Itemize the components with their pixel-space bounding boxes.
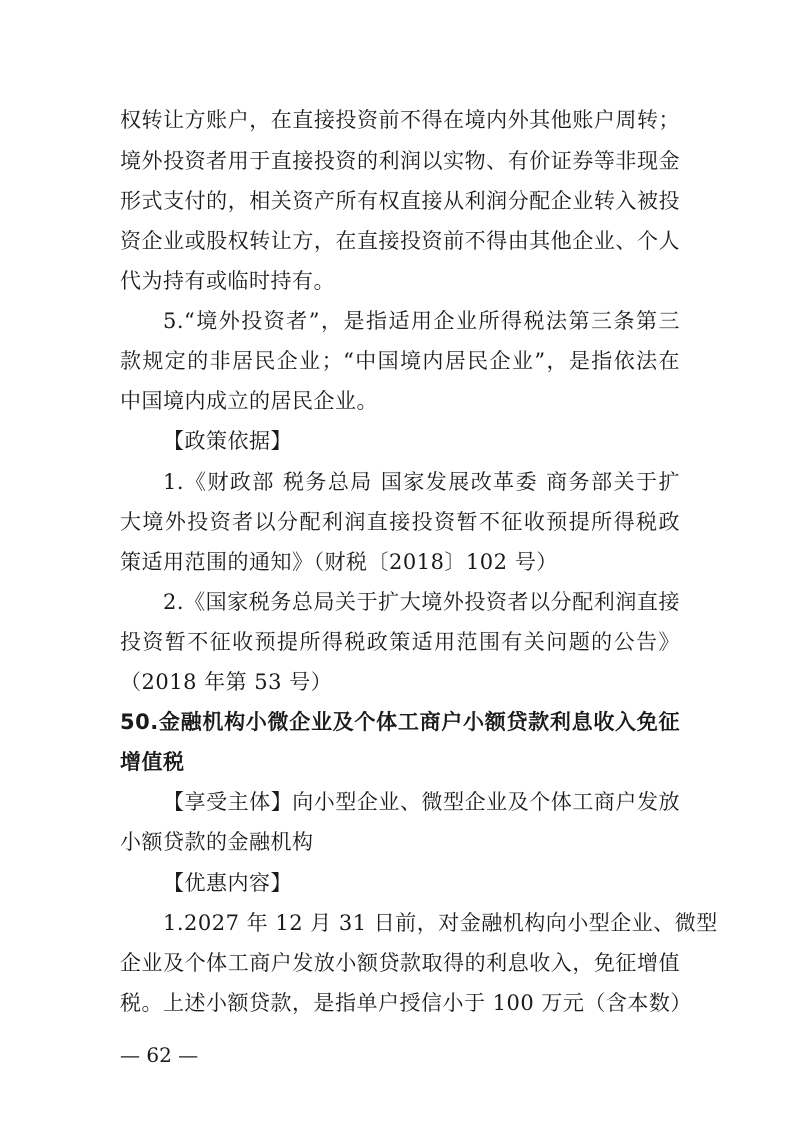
body-line: 资企业或股权转让方，在直接投资前不得由其他企业、个人 [120,229,680,253]
body-line: 2.《国家税务总局关于扩大境外投资者以分配利润直接 [163,590,680,614]
section-heading: 增值税 [120,750,185,774]
body-line: 1.2027 年 12 月 31 日前，对金融机构向小型企业、微型 [163,911,718,935]
body-line: 5.“境外投资者”，是指适用企业所得税法第三条第三 [163,309,680,333]
body-line: 权转让方账户，在直接投资前不得在境内外其他账户周转； [120,108,680,132]
body-line: 策适用范围的通知》（财税〔2018〕102 号） [120,550,558,574]
body-line: 大境外投资者以分配利润直接投资暂不征收预提所得税政 [120,510,680,534]
body-line: 形式支付的，相关资产所有权直接从利润分配企业转入被投 [120,189,680,213]
body-line: 中国境内成立的居民企业。 [120,389,378,413]
page-number: — 62 — [120,1043,199,1067]
body-line: 投资暂不征收预提所得税政策适用范围有关问题的公告》 [120,630,680,654]
section-label: 【优惠内容】 [163,871,292,895]
section-label: 【政策依据】 [163,429,292,453]
body-line: 【享受主体】向小型企业、微型企业及个体工商户发放 [163,790,680,814]
body-line: 企业及个体工商户发放小额贷款取得的利息收入，免征增值 [120,951,680,975]
body-line: 境外投资者用于直接投资的利润以实物、有价证券等非现金 [120,149,680,173]
body-line: 代为持有或临时持有。 [120,269,335,293]
section-heading: 50.金融机构小微企业及个体工商户小额贷款利息收入免征 [120,710,680,734]
body-line: （2018 年第 53 号） [120,670,333,694]
body-line: 1.《财政部 税务总局 国家发展改革委 商务部关于扩 [163,470,680,494]
body-line: 小额贷款的金融机构 [120,830,314,854]
body-line: 款规定的非居民企业；“中国境内居民企业”，是指依法在 [120,349,680,373]
body-line: 税。上述小额贷款，是指单户授信小于 100 万元（含本数） [120,991,692,1015]
